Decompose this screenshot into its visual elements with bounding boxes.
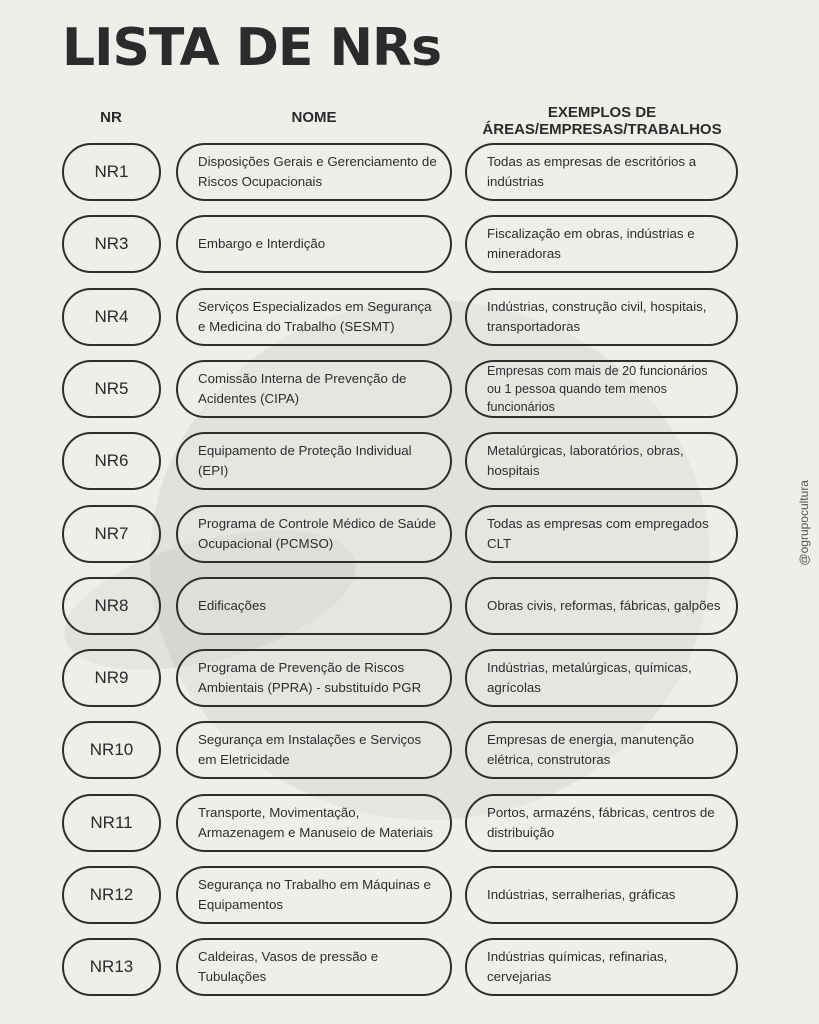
nr-name-pill-text: Serviços Especializados em Segurança e Medicina do Trabalho (SESMT)	[198, 299, 432, 334]
nr-name-pill-text: Equipamento de Proteção Individual (EPI)	[198, 443, 412, 478]
nr-name-pill	[176, 432, 452, 490]
nr-examples-pill-text: Indústrias, serralherias, gráficas	[487, 887, 676, 902]
nr-name-pill-text: Edificações	[198, 598, 266, 613]
nr-name-pill-text: Disposições Gerais e Gerenciamento de Riscos Ocupacionais	[198, 154, 437, 189]
nr-code-pill-text: NR1	[94, 162, 129, 181]
nr-examples-pill-text: Empresas de energia, manutenção elétrica, construtoras	[487, 732, 694, 767]
nr-name-pill	[176, 721, 452, 779]
nr-name-pill	[176, 143, 452, 201]
nr-name-pill	[176, 215, 452, 273]
nr-code-pill	[62, 938, 161, 996]
nr-name-pill-text: Programa de Prevenção de Riscos Ambientais (PPRA) - substituído PGR	[198, 660, 422, 695]
nr-code-pill-text: NR11	[90, 813, 133, 832]
nr-examples-pill	[465, 721, 738, 779]
nr-code-pill	[62, 649, 161, 707]
nr-examples-pill-text: Fiscalização em obras, indústrias e mineradoras	[487, 226, 695, 261]
nr-examples-pill-text: Empresas com mais de 20 funcionários ou 1 pessoa quando tem menos funcionários	[487, 364, 708, 414]
nr-examples-pill	[465, 866, 738, 924]
nr-code-pill	[62, 721, 161, 779]
instagram-handle: @ogrupocultura	[797, 480, 811, 566]
nr-name-pill	[176, 288, 452, 346]
nr-name-pill	[176, 938, 452, 996]
nr-examples-pill	[465, 215, 738, 273]
nr-code-pill-text: NR12	[89, 885, 134, 904]
nr-code-pill-text: NR6	[94, 451, 129, 470]
nr-examples-pill	[465, 649, 738, 707]
nr-code-pill	[62, 432, 161, 490]
nr-code-pill	[62, 143, 161, 201]
nr-name-pill-text: Segurança no Trabalho em Máquinas e Equipamentos	[198, 877, 431, 912]
nr-name-pill	[176, 505, 452, 563]
nr-code-pill	[62, 866, 161, 924]
nr-name-pill-text: Segurança em Instalações e Serviços em Eletricidade	[198, 732, 422, 767]
nr-examples-pill	[465, 143, 738, 201]
nr-name-pill-text: Embargo e Interdição	[198, 236, 326, 251]
nr-examples-pill	[465, 938, 738, 996]
nr-code-pill-text: NR5	[94, 379, 129, 398]
nr-examples-pill	[465, 577, 738, 635]
nr-code-pill-text: NR4	[94, 307, 129, 326]
column-header-nr: NR	[100, 109, 122, 126]
column-header-nome: NOME	[291, 109, 337, 126]
nr-code-pill	[62, 794, 161, 852]
nr-code-pill-text: NR9	[94, 668, 129, 687]
nr-code-pill	[62, 288, 161, 346]
nr-code-pill-text: NR3	[94, 234, 129, 253]
nr-examples-pill-text: Portos, armazéns, fábricas, centros de distribuição	[487, 805, 715, 840]
nr-code-pill-text: NR8	[94, 596, 129, 615]
nr-name-pill	[176, 866, 452, 924]
nr-examples-pill-text: Indústrias, construção civil, hospitais, transportadoras	[487, 299, 707, 334]
nr-examples-pill	[465, 432, 738, 490]
nr-code-pill-text: NR13	[89, 957, 134, 976]
nr-examples-pill-text: Todas as empresas com empregados CLT	[487, 516, 709, 551]
nr-name-pill	[176, 794, 452, 852]
nr-name-pill-text: Comissão Interna de Prevenção de Acidentes (CIPA)	[198, 371, 407, 406]
column-header-exemplos: EXEMPLOS DE ÁREAS/EMPRESAS/TRABALHOS	[482, 104, 722, 138]
nr-code-pill	[62, 577, 161, 635]
nr-code-pill	[62, 505, 161, 563]
nr-code-pill-text: NR7	[94, 524, 129, 543]
nr-examples-pill-text: Indústrias, metalúrgicas, químicas, agrícolas	[487, 660, 692, 695]
nr-examples-pill-text: Todas as empresas de escritórios a indústrias	[487, 154, 697, 189]
nr-name-pill-text: Transporte, Movimentação, Armazenagem e Manuseio de Materiais	[198, 805, 434, 840]
nr-name-pill-text: Caldeiras, Vasos de pressão e Tubulações	[198, 949, 379, 984]
nr-examples-pill	[465, 794, 738, 852]
nr-examples-pill	[465, 288, 738, 346]
nr-name-pill-text: Programa de Controle Médico de Saúde Ocupacional (PCMSO)	[198, 516, 437, 551]
nr-code-pill-text: NR10	[89, 740, 134, 759]
page-title: LISTA DE NRs	[62, 18, 442, 78]
nr-examples-pill	[465, 360, 738, 418]
nr-code-pill	[62, 360, 161, 418]
nr-name-pill	[176, 360, 452, 418]
nr-examples-pill-text: Indústrias químicas, refinarias, cervejarias	[487, 949, 668, 984]
nr-name-pill	[176, 649, 452, 707]
nr-examples-pill-text: Obras civis, reformas, fábricas, galpões	[487, 598, 721, 613]
nr-examples-pill	[465, 505, 738, 563]
nr-examples-pill-text: Metalúrgicas, laboratórios, obras, hospitais	[487, 443, 684, 478]
nr-code-pill	[62, 215, 161, 273]
nr-name-pill	[176, 577, 452, 635]
